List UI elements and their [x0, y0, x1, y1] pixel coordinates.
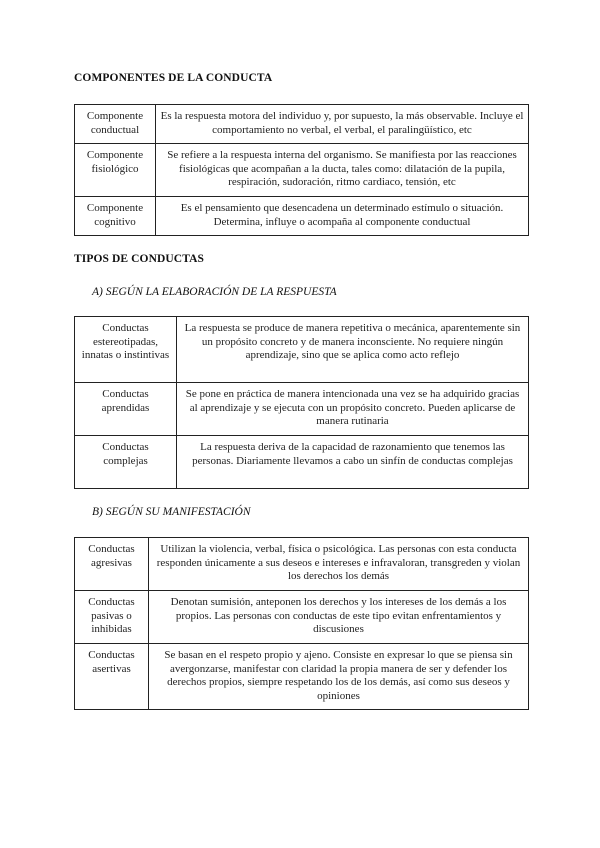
row-label: Conductas asertivas [75, 644, 149, 710]
tipos-heading: TIPOS DE CONDUCTAS [74, 253, 205, 265]
componentes-heading: COMPONENTES DE LA CONDUCTA [74, 72, 273, 84]
row-label: Conductas pasivas o inhibidas [75, 591, 149, 644]
table-row [75, 436, 529, 489]
componentes-table [74, 104, 529, 236]
row-text: La respuesta se produce de manera repetitiva o mecánica, aparentemente sin un propósito concreto y de manera inconsciente. No requiere ningún aprendizaje, sino que se aplica como acto reflejo [177, 317, 529, 383]
row-label: Conductas aprendidas [75, 383, 177, 436]
row-text: Denotan sumisión, anteponen los derechos y los intereses de los demás a los propios. Las personas con conductas de este tipo evitan enfrentamientos y discusiones [149, 591, 529, 644]
row-text: Se basan en el respeto propio y ajeno. Consiste en expresar lo que se piensa sin avergonzarse, manifestar con claridad la propia manera de ser y defender los derechos propios, siempre respetando los de los demás, así como sus deseos y opiniones [149, 644, 529, 710]
row-label: Componente fisiológico [75, 144, 156, 197]
row-text: La respuesta deriva de la capacidad de razonamiento que tenemos las personas. Diariamente llevamos a cabo un sinfín de conductas complejas [177, 436, 529, 489]
section-b-heading: B) SEGÚN SU MANIFESTACIÓN [92, 506, 251, 518]
row-text: Se refiere a la respuesta interna del organismo. Se manifiesta por las reacciones fisiológicas que acompañan a la ducta, tales como: dilatación de la pupila, respiración, sudoración, ritmo cardiaco, tensión, etc [156, 144, 529, 197]
table-row [75, 197, 529, 236]
row-label: Conductas complejas [75, 436, 177, 489]
table-row [75, 644, 529, 710]
section-a-heading: A) SEGÚN LA ELABORACIÓN DE LA RESPUESTA [92, 286, 337, 298]
table-row [75, 538, 529, 591]
table-row [75, 383, 529, 436]
table-row [75, 317, 529, 383]
row-label: Componente conductual [75, 105, 156, 144]
row-text: Es el pensamiento que desencadena un determinado estímulo o situación. Determina, influye o acompaña al componente conductual [156, 197, 529, 236]
row-text: Se pone en práctica de manera intencionada una vez se ha adquirido gracias al aprendizaje y se ejecuta con un propósito concreto. Pueden aplicarse de manera rutinaria [177, 383, 529, 436]
table-row [75, 591, 529, 644]
row-label: Conductas agresivas [75, 538, 149, 591]
row-label: Componente cognitivo [75, 197, 156, 236]
row-label: Conductas estereotipadas, innatas o instintivas [75, 317, 177, 383]
table-row [75, 105, 529, 144]
elaboracion-table [74, 316, 529, 489]
table-row [75, 144, 529, 197]
row-text: Es la respuesta motora del individuo y, por supuesto, la más observable. Incluye el comportamiento no verbal, el verbal, el paralingüístico, etc [156, 105, 529, 144]
manifestacion-table [74, 537, 529, 710]
row-text: Utilizan la violencia, verbal, física o psicológica. Las personas con esta conducta responden únicamente a sus deseos e intereses e infravaloran, transgreden y violan los derechos los demás [149, 538, 529, 591]
